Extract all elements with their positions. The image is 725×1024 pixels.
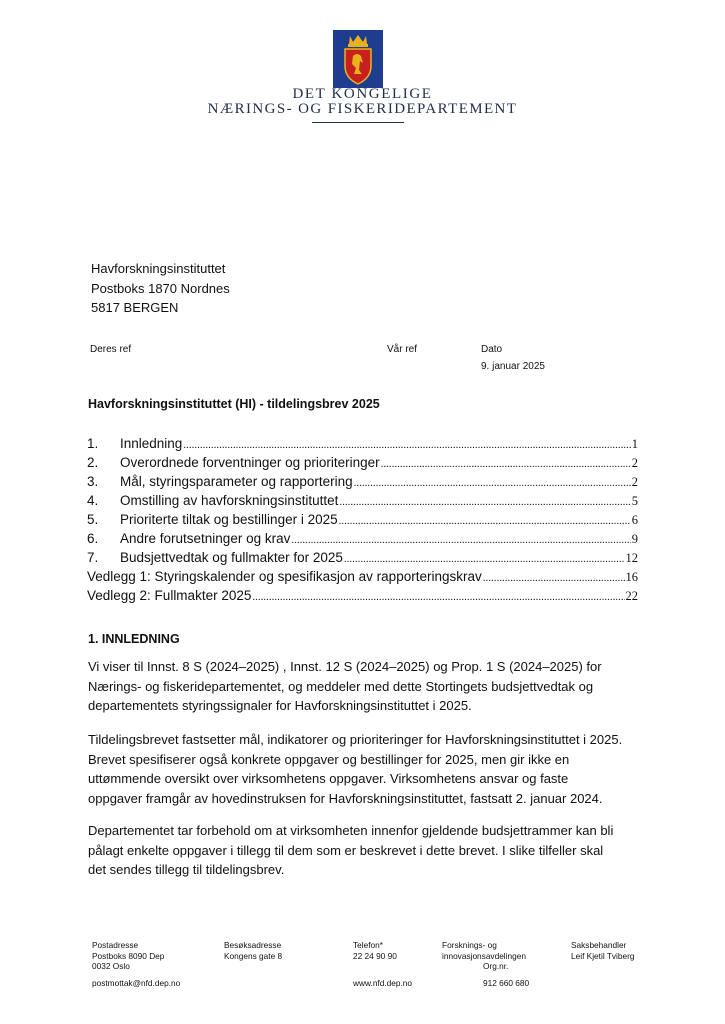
paragraph-line: uttømmende oversikt over virksomhetens oppgaver. Virksomhetens ansvar og faste (88, 771, 569, 787)
footer-value: Kongens gate 8 (224, 950, 283, 961)
toc-item[interactable] (87, 455, 638, 474)
toc-title: Vedlegg 1: Styringskalender og spesifikasjon av rapporteringskrav (87, 569, 482, 584)
toc-title: Prioriterte tiltak og bestillinger i 2025 (120, 512, 338, 527)
paragraph-2 (88, 730, 648, 808)
footer-saksbehandler (571, 940, 635, 961)
date-value: 9. januar 2025 (481, 361, 545, 372)
header-divider (312, 122, 404, 123)
paragraph-line: Departementet tar forbehold om at virksomheten innenfor gjeldende budsjettrammer kan bli (88, 823, 614, 838)
footer-besoksadresse (224, 940, 282, 961)
toc-item-appendix[interactable] (87, 588, 638, 607)
toc-leader-dots (483, 572, 625, 584)
footer-label: Besøksadresse (224, 940, 282, 950)
toc-page: 22 (625, 589, 638, 603)
toc-number: 2. (87, 455, 99, 470)
toc-item[interactable] (87, 512, 638, 531)
paragraph-line: oppgaver framgår av hovedinstruksen for Havforskningsinstituttet, fastsatt 2. januar 2024. (88, 790, 603, 806)
toc-leader-dots (252, 591, 624, 603)
paragraph-1 (88, 657, 648, 716)
date-label: Dato (481, 344, 503, 355)
footer-email-link[interactable]: postmottak@nfd.dep.no (92, 978, 181, 988)
toc-number: 1. (87, 436, 99, 451)
paragraph-line: Nærings- og fiskeridepartementet, og meddeler med dette Stortingets budsjettvedtak og (88, 678, 594, 694)
toc-item[interactable] (87, 550, 638, 569)
toc-title: Innledning (120, 436, 183, 451)
toc-number: 5. (87, 512, 99, 527)
footer-value: innovasjonsavdelingen (442, 950, 526, 961)
toc-page: 2 (631, 456, 638, 470)
footer-label: Forsknings- og (442, 940, 497, 950)
toc-page: 2 (631, 475, 638, 489)
toc-leader-dots (344, 553, 625, 565)
var-ref-label: Vår ref (387, 344, 418, 355)
toc-title: Overordnede forventninger og prioriteringer (120, 455, 380, 470)
footer-orgnr-label: Org.nr. (483, 961, 509, 971)
section-heading: 1. INNLEDNING (88, 632, 180, 646)
footer-telefon (353, 940, 397, 961)
footer-value: Leif Kjetil Tviberg (571, 950, 635, 961)
footer-web-link[interactable]: www.nfd.dep.no (353, 978, 413, 988)
toc-item[interactable] (87, 493, 638, 512)
toc-title: Andre forutsetninger og krav (120, 531, 291, 546)
toc-title: Vedlegg 2: Fullmakter 2025 (87, 588, 252, 603)
letter-subject: Havforskningsinstituttet (HI) - tildelingsbrev 2025 (88, 397, 380, 411)
department-name-line2: NÆRINGS- OG FISKERIDEPARTEMENT (207, 101, 518, 117)
toc-item[interactable] (87, 474, 638, 493)
recipient-street: Postboks 1870 Nordnes (91, 280, 230, 296)
paragraph-3 (88, 821, 648, 880)
toc-leader-dots (354, 477, 631, 489)
footer-value: 0032 Oslo (92, 961, 130, 971)
paragraph-line: det sendes tillegg til tildelingsbrev. (88, 862, 285, 878)
recipient-address (91, 259, 230, 318)
toc-number: 7. (87, 550, 99, 565)
footer-value: 22 24 90 90 (353, 950, 397, 961)
department-name-line1: DET KONGELIGE (292, 86, 433, 102)
toc-number: 3. (87, 474, 99, 489)
recipient-name: Havforskningsinstituttet (91, 261, 226, 276)
deres-ref-label: Deres ref (90, 344, 132, 355)
paragraph-line: pålagt enkelte oppgaver i tillegg til dem som er beskrevet i dette brevet. I slike tilfeller skal (88, 842, 604, 858)
toc-title: Omstilling av havforskningsinstituttet (120, 493, 339, 508)
toc-leader-dots (291, 534, 630, 546)
table-of-contents (87, 436, 638, 607)
footer-postadresse (92, 940, 164, 972)
toc-page: 12 (625, 551, 638, 565)
toc-leader-dots (381, 458, 631, 470)
footer-label: Postadresse (92, 940, 139, 950)
toc-page: 1 (631, 437, 638, 451)
toc-number: 4. (87, 493, 99, 508)
footer-value: Postboks 8090 Dep (92, 950, 165, 961)
paragraph-line: Brevet spesifiserer også konkrete oppgaver og bestillinger for 2025, men gir ikke en (88, 751, 570, 767)
toc-leader-dots (339, 515, 631, 527)
recipient-city: 5817 BERGEN (91, 300, 179, 315)
toc-leader-dots (183, 439, 630, 451)
toc-title: Mål, styringsparameter og rapportering (120, 474, 353, 489)
paragraph-line: Tildelingsbrevet fastsetter mål, indikatorer og prioriteringer for Havforskningsinstituttet i 2025. (88, 732, 623, 747)
footer-label: Saksbehandler (571, 940, 627, 950)
toc-item[interactable] (87, 436, 638, 455)
coat-of-arms-emblem (333, 30, 383, 88)
toc-number: 6. (87, 531, 99, 546)
toc-page: 9 (631, 532, 638, 546)
toc-item-appendix[interactable] (87, 569, 638, 588)
footer-avdeling (442, 940, 526, 961)
toc-item[interactable] (87, 531, 638, 550)
toc-page: 6 (631, 513, 638, 527)
footer-label: Telefon* (353, 940, 383, 950)
toc-page: 5 (631, 494, 638, 508)
toc-title: Budsjettvedtak og fullmakter for 2025 (120, 550, 343, 565)
paragraph-line: Vi viser til Innst. 8 S (2024–2025) , Innst. 12 S (2024–2025) og Prop. 1 S (2024–2025) for (88, 659, 602, 674)
paragraph-line: departementets styringssignaler for Havforskningsinstituttet i 2025. (88, 698, 472, 714)
toc-leader-dots (339, 496, 630, 508)
footer-orgnr-value: 912 660 680 (483, 978, 530, 988)
toc-page: 16 (625, 570, 638, 584)
